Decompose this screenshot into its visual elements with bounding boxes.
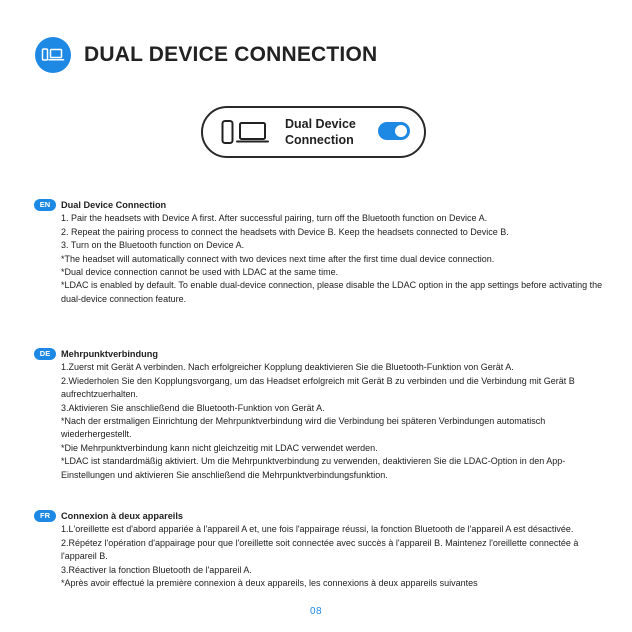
page-title: DUAL DEVICE CONNECTION: [84, 43, 378, 66]
note-line: *Après avoir effectué la première connexion à deux appareils, les connexions à deux appareils suivantes: [61, 578, 478, 589]
section-body-en: [61, 199, 604, 306]
section-title-fr: Connexion à deux appareils: [61, 511, 184, 521]
language-badge-en: EN: [34, 199, 56, 211]
note-line: *LDAC ist standardmäßig aktiviert. Um die Mehrpunktverbindung zu verwenden, deaktivieren Sie die LDAC-Option in den App-Einstellungen und aktivieren Sie anschließend die Mehrpunktverbindungsfunktion.: [61, 456, 566, 480]
section-title-en: Dual Device Connection: [61, 200, 167, 210]
section-fr: [34, 510, 604, 590]
instruction-line: 3.Aktivieren Sie anschließend die Bluetooth-Funktion von Gerät A.: [61, 402, 325, 413]
instruction-line: 1. Pair the headsets with Device A first. After successful pairing, turn off the Bluetooth function on Device A.: [61, 213, 488, 224]
instruction-line: 2. Repeat the pairing process to connect the headsets with Device B. Keep the headsets connected to Device B.: [61, 226, 509, 237]
feature-label-line2: Connection: [285, 133, 354, 147]
feature-label-line1: Dual Device: [285, 117, 356, 131]
page-number: 08: [309, 606, 323, 617]
dual-device-toggle[interactable]: [378, 122, 410, 140]
section-body-de: [61, 348, 604, 482]
note-line: *Nach der erstmaligen Einrichtung der Mehrpunktverbindung wird die Verbindung bei späteren Verbindungen automatisch wiederhergestellt.: [61, 416, 546, 440]
phone-laptop-icon: [221, 119, 273, 145]
toggle-knob: [395, 125, 407, 137]
note-line: *Die Mehrpunktverbindung kann nicht gleichzeitig mit LDAC verwendet werden.: [61, 442, 378, 453]
instruction-line: 3.Réactiver la fonction Bluetooth de l'appareil A.: [61, 564, 252, 575]
instruction-line: 3. Turn on the Bluetooth function on Device A.: [61, 240, 245, 251]
page-header: [35, 37, 377, 73]
note-line: *LDAC is enabled by default. To enable dual-device connection, please disable the LDAC option in the app settings before activating the dual-device connection feature.: [61, 280, 603, 304]
dual-device-icon: [35, 37, 71, 73]
note-line: *Dual device connection cannot be used with LDAC at the same time.: [61, 267, 339, 278]
note-line: *The headset will automatically connect with two devices next time after the first time dual device connection.: [61, 253, 495, 264]
instruction-line: 1.Zuerst mit Gerät A verbinden. Nach erfolgreicher Kopplung deaktivieren Sie die Bluetooth-Funktion von Gerät A.: [61, 362, 514, 373]
feature-label: [285, 116, 356, 148]
instruction-line: 2.Wiederholen Sie den Kopplungsvorgang, um das Headset erfolgreich mit Gerät B zu verbinden und die Verbindung mit Gerät B aufrechtzuerhalten.: [61, 375, 575, 400]
instruction-line: 1.L'oreillette est d'abord appariée à l'appareil A et, une fois l'appairage réussi, la fonction Bluetooth de l'appareil A est désactivée.: [61, 524, 574, 535]
section-de: [34, 348, 604, 482]
section-en: [34, 199, 604, 306]
language-badge-de: DE: [34, 348, 56, 360]
instruction-line: 2.Répétez l'opération d'appairage pour que l'oreillette soit connectée avec succès à l'appareil B. Maintenez l'oreillette connectée à l'appareil B.: [61, 537, 579, 562]
section-title-de: Mehrpunktverbindung: [61, 349, 158, 359]
section-body-fr: [61, 510, 604, 590]
language-badge-fr: FR: [34, 510, 56, 522]
dual-device-connection-card: [201, 106, 426, 158]
